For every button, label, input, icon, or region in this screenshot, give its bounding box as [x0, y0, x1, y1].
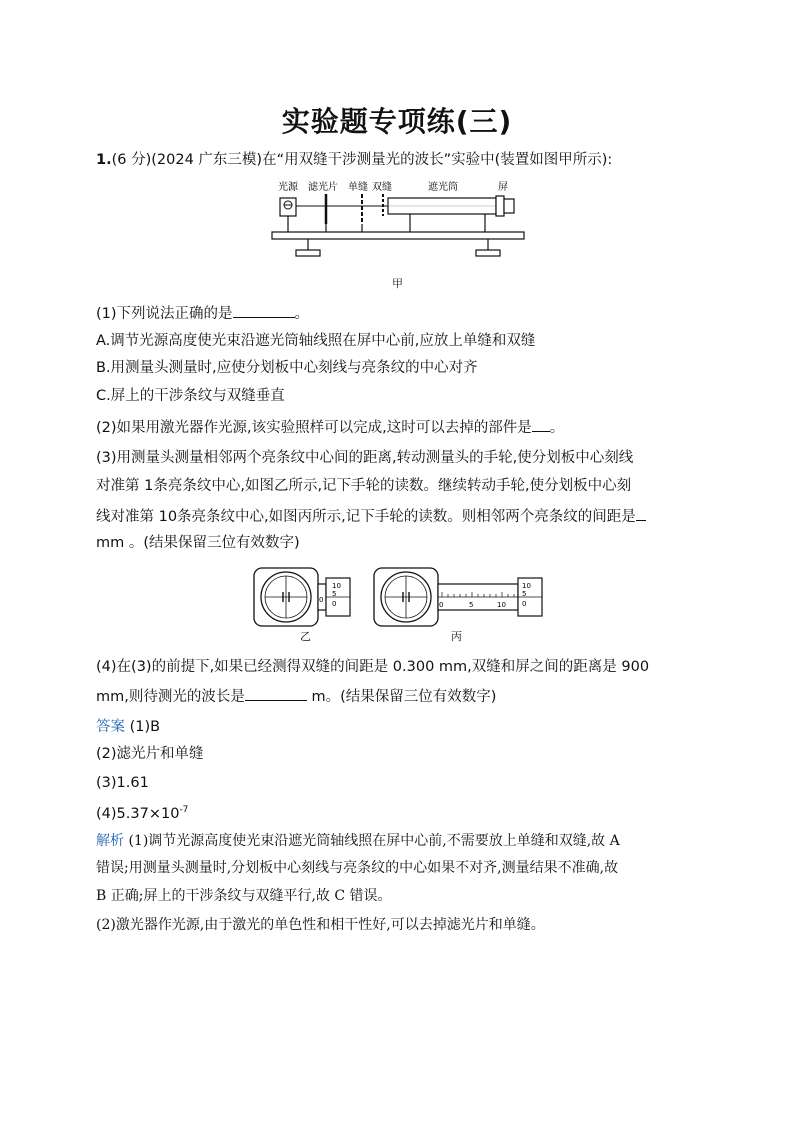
question-1-source: (6 分)(2024 广东三模)在“用双缝干涉测量光的波长”实验中(装置如图甲所示): — [111, 152, 613, 168]
analysis-line-2: 错误;用测量头测量时,分划板中心刻线与亮条纹的中心如果不对齐,测量结果不准确,故 — [96, 860, 619, 876]
answer-blank-3[interactable] — [636, 506, 646, 521]
svg-text:10: 10 — [332, 582, 341, 590]
sub-question-3-line-1: (3)用测量头测量相邻两个亮条纹中心间的距离,转动测量头的手轮,使分划板中心刻线 — [96, 450, 634, 466]
screen — [496, 196, 504, 216]
answer-line-1 — [96, 717, 706, 737]
optical-bench-rail — [272, 232, 524, 239]
figure-jia-apparatus — [270, 176, 526, 262]
svg-text:5: 5 — [522, 590, 527, 598]
sub-question-2 — [96, 417, 706, 438]
answer-4 — [96, 800, 706, 824]
sub-question-1 — [96, 303, 706, 324]
figure-yi-caption: 乙 — [300, 630, 311, 643]
analysis-line-4: (2)激光器作光源,由于激光的单色性和相干性好,可以去掉滤光片和单缝。 — [96, 917, 545, 933]
answer-3: (3)1.61 — [96, 775, 149, 791]
answer-blank-2[interactable] — [532, 417, 550, 432]
sub-question-2-end: 。 — [549, 420, 565, 436]
figure-jia-caption: 甲 — [392, 277, 403, 290]
svg-text:0: 0 — [332, 600, 337, 608]
figure-yi-measuring-head — [252, 566, 352, 630]
label-single-slit: 单缝 — [348, 182, 368, 193]
label-filter: 滤光片 — [308, 182, 338, 193]
label-screen: 屏 — [498, 182, 508, 193]
page-title: 实验题专项练(三) — [281, 105, 513, 138]
figure-bing-measuring-head — [372, 566, 544, 630]
answer-blank-1[interactable] — [233, 303, 295, 318]
analysis-line-1 — [96, 831, 706, 851]
svg-text:10: 10 — [522, 582, 531, 590]
label-light-source: 光源 — [278, 182, 298, 193]
svg-text:0: 0 — [319, 596, 324, 604]
option-c: C.屏上的干涉条纹与双缝垂直 — [96, 388, 285, 404]
label-tube: 遮光筒 — [428, 182, 458, 193]
svg-text:5: 5 — [469, 601, 474, 609]
answer-1: (1)B — [125, 719, 161, 735]
answer-label: 答案 — [96, 719, 125, 735]
option-a: A.调节光源高度使光束沿遮光筒轴线照在屏中心前,应放上单缝和双缝 — [96, 333, 536, 349]
analysis-label: 解析 — [96, 833, 124, 849]
svg-text:5: 5 — [332, 590, 337, 598]
answer-4-base: (4)5.37×10 — [96, 805, 180, 822]
svg-text:10: 10 — [497, 601, 506, 609]
sub-question-3-line-3-text: 线对准第 10条亮条纹中心,如图丙所示,记下手轮的读数。则相邻两个亮条纹的间距是 — [96, 509, 636, 525]
sub-question-2-text: (2)如果用激光器作光源,该实验照样可以完成,这时可以去掉的部件是 — [96, 420, 532, 436]
sub-question-3-line-4: mm 。(结果保留三位有效数字) — [96, 535, 300, 551]
figure-bing-caption: 丙 — [451, 630, 462, 643]
sub-question-1-end: 。 — [294, 306, 310, 322]
question-number: 1. — [96, 152, 112, 168]
answer-4-exponent: -7 — [179, 805, 189, 815]
sub-question-3-line-3 — [96, 506, 706, 527]
question-1-header — [96, 150, 706, 170]
svg-text:0: 0 — [522, 600, 527, 608]
option-b: B.用测量头测量时,应使分划板中心刻线与亮条纹的中心对齐 — [96, 360, 478, 376]
analysis-line-3: B 正确;屏上的干涉条纹与双缝平行,故 C 错误。 — [96, 888, 392, 904]
sub-question-3-line-2: 对准第 1条亮条纹中心,如图乙所示,记下手轮的读数。继续转动手轮,使分划板中心刻 — [96, 478, 632, 494]
label-double-slit: 双缝 — [372, 182, 392, 193]
analysis-text-1: (1)调节光源高度使光束沿遮光筒轴线照在屏中心前,不需要放上单缝和双缝,故 A — [124, 833, 620, 849]
sub-question-4-line-1: (4)在(3)的前提下,如果已经测得双缝的间距是 0.300 mm,双缝和屏之间的距离是 900 — [96, 659, 650, 675]
sub-question-4-text: mm,则待测光的波长是 — [96, 689, 245, 705]
svg-text:0: 0 — [439, 601, 444, 609]
sub-question-4-end: m。(结果保留三位有效数字) — [306, 689, 497, 705]
answer-2: (2)滤光片和单缝 — [96, 746, 204, 762]
sub-question-4-line-2 — [96, 686, 706, 707]
sub-question-1-text: (1)下列说法正确的是 — [96, 306, 233, 322]
answer-blank-4[interactable] — [245, 686, 307, 701]
